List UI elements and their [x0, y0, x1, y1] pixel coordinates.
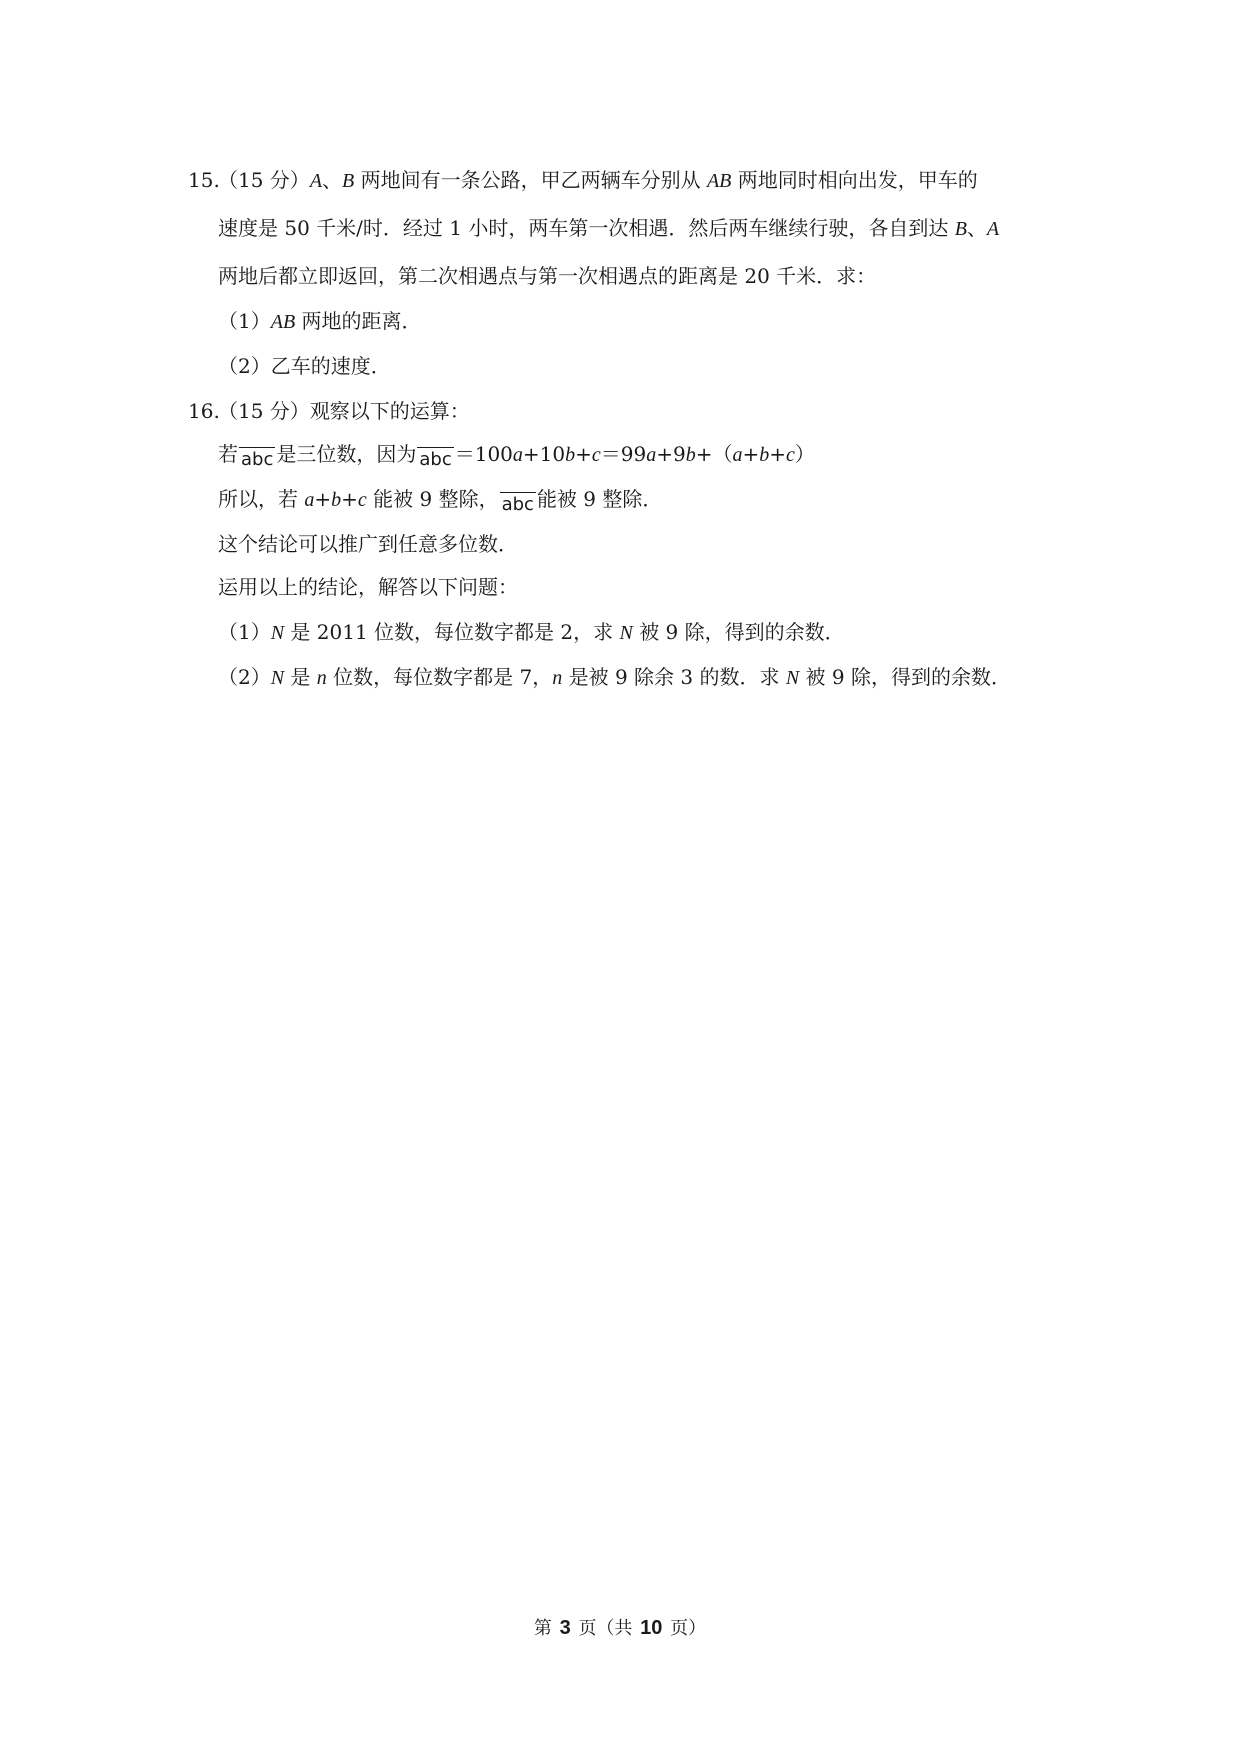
page-total: 10	[640, 1617, 663, 1639]
text: 两地间有一条公路，甲乙两辆车分别从	[354, 168, 707, 192]
text: ）	[794, 442, 815, 466]
var: b	[685, 444, 696, 466]
text: （2）	[218, 665, 271, 689]
var: c	[786, 444, 795, 466]
text: 是被 9 除余 3 的数．求	[562, 665, 786, 689]
text: +9	[656, 442, 686, 466]
q15-sub-1	[218, 307, 422, 335]
var: a	[646, 444, 657, 466]
q15-sub-2	[218, 352, 391, 380]
q15-line-3	[218, 262, 876, 290]
q16-line-2	[218, 440, 815, 468]
text: 两地的距离．	[295, 309, 422, 333]
text: 观察以下的运算：	[309, 399, 470, 423]
text: 速度是 50 千米/时．经过 1 小时，两车第一次相遇．然后两车继续行驶，各自到达	[218, 216, 955, 240]
var-n: N	[270, 667, 285, 689]
overline-abc: abc	[419, 449, 452, 470]
overline-abc: abc	[241, 449, 274, 470]
text: 能被 9 整除．	[536, 487, 663, 511]
text: 两地同时相向出发，甲车的	[731, 168, 978, 192]
text: 运用以上的结论，解答以下问题：	[218, 575, 518, 599]
text: 、	[322, 168, 343, 192]
text: ＝100	[454, 442, 513, 466]
var: a	[732, 444, 743, 466]
var-a: A	[309, 170, 323, 192]
q16-number: 16.	[188, 399, 220, 423]
q15-score: （15 分）	[218, 168, 310, 192]
var: a	[512, 444, 523, 466]
q15-line-2	[218, 214, 999, 242]
var: b	[331, 489, 342, 511]
q16-line-3	[218, 485, 662, 513]
text: 是三位数，因为	[276, 442, 417, 466]
text: 是	[284, 665, 317, 689]
q16-sub-2	[218, 663, 1011, 691]
text: +	[742, 442, 760, 466]
var: b	[565, 444, 576, 466]
page-number: 3	[559, 1617, 571, 1639]
text: 、	[966, 216, 987, 240]
text: （1）	[218, 309, 271, 333]
text: +（	[695, 442, 733, 466]
text: （1）	[218, 620, 271, 644]
text: 被 9 除，得到的余数．	[799, 665, 1011, 689]
var-n: N	[619, 622, 633, 644]
text: 是 2011 位数，每位数字都是 2，求	[284, 620, 620, 644]
footer-mid: 页（共	[578, 1618, 633, 1639]
text: 被 9 除，得到的余数．	[632, 620, 845, 644]
q16-line-4	[218, 530, 518, 558]
var: c	[591, 444, 601, 466]
q16-score: （15 分）	[218, 399, 310, 423]
footer-pre: 第	[533, 1618, 552, 1639]
overline-abc: abc	[501, 494, 534, 515]
var: c	[357, 489, 367, 511]
text: 这个结论可以推广到任意多位数．	[218, 532, 518, 556]
text: +10	[522, 442, 566, 466]
text: +	[575, 442, 592, 466]
var-a: A	[986, 218, 1000, 240]
var-ab: AB	[270, 311, 296, 333]
var-n: N	[270, 622, 285, 644]
var-b: B	[342, 170, 355, 192]
q15-number: 15.	[188, 168, 220, 192]
q16-sub-1	[218, 618, 845, 646]
q16-line-5	[218, 573, 518, 601]
text: 两地后都立即返回，第二次相遇点与第一次相遇点的距离是 20 千米．求：	[218, 264, 877, 288]
q16-line-1	[188, 397, 470, 425]
var-b: B	[954, 218, 967, 240]
q15-line-1	[188, 166, 978, 194]
text: 若	[218, 442, 238, 466]
text: 能被 9 整除，	[366, 487, 499, 511]
text: （2）乙车的速度．	[218, 354, 391, 378]
text: +	[314, 487, 332, 511]
var-n-lower: n	[552, 667, 563, 689]
var: a	[304, 489, 315, 511]
text: +	[341, 487, 358, 511]
page-footer	[0, 1614, 1240, 1640]
var-n-lower: n	[316, 667, 327, 689]
var-n: N	[785, 667, 800, 689]
text: 位数，每位数字都是 7，	[326, 665, 553, 689]
text: 所以，若	[218, 487, 305, 511]
text: +	[769, 442, 787, 466]
text: ＝99	[600, 442, 647, 466]
footer-post: 页）	[670, 1618, 707, 1639]
var: b	[759, 444, 770, 466]
var-ab: AB	[706, 170, 732, 192]
